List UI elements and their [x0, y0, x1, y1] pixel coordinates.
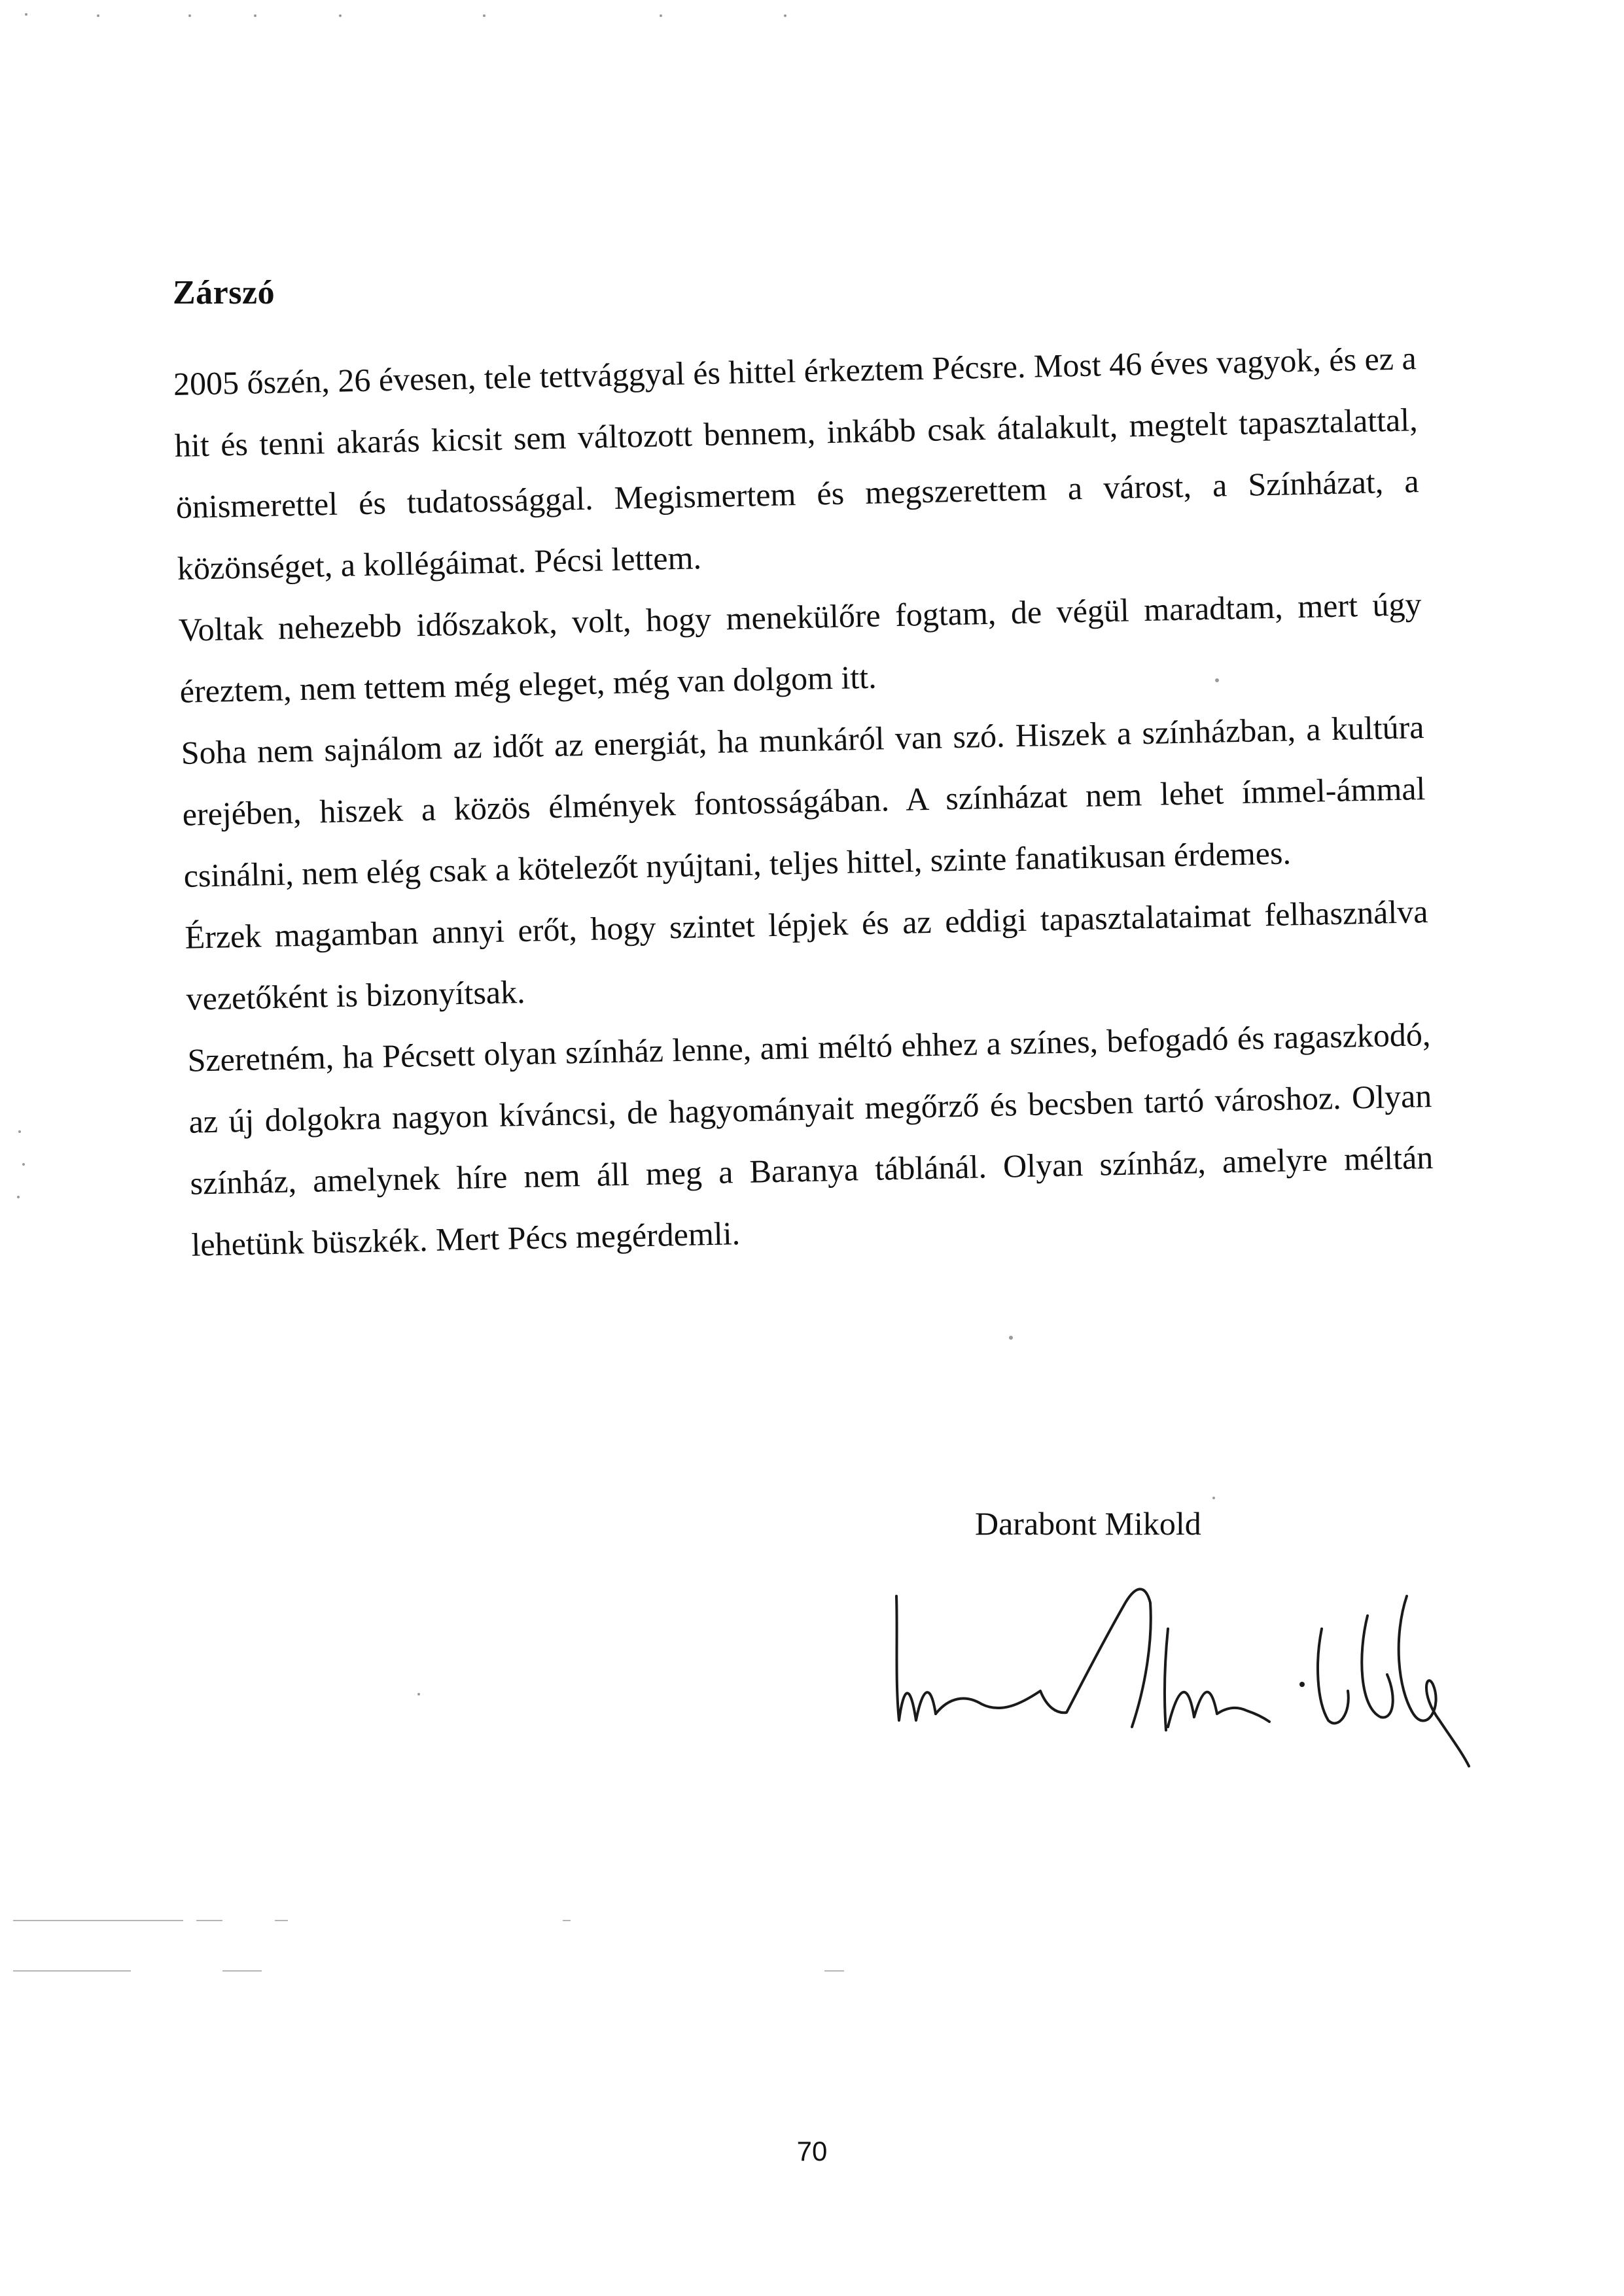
author-name: Darabont Mikold	[975, 1505, 1201, 1542]
paragraph-3: Soha nem sajnálom az időt az energiát, ha munkáról van szó. Hiszek a színházban, a kultúra erejében, hiszek a közös élmények fontosságában. A színházat nem lehet ímmel-ámmal csinálni, nem elég csak a kötelezőt nyújtani, teljes hittel, szinte fanatikusan érdemes.	[181, 708, 1426, 894]
page-number: 70	[796, 2136, 828, 2166]
paragraph-1: 2005 őszén, 26 évesen, tele tettvággyal és hittel érkeztem Pécsre. Most 46 éves vagyok, és ez a hit és tenni akarás kicsit sem változott bennem, inkább csak átalakult, megtelt tapasztalattal, önismerettel és tudatossággal. Megismertem és megszerettem a várost, a Színházat, a közönséget, a kollégáimat. Pécsi lettem.	[173, 339, 1420, 587]
handwritten-signature	[870, 1557, 1479, 1773]
body-text	[173, 327, 1435, 1275]
paragraph-2: Voltak nehezebb időszakok, volt, hogy menekülőre fogtam, de végül maradtam, mert úgy éreztem, nem tettem még eleget, még van dolgom itt.	[178, 585, 1422, 710]
paragraph-5: Szeretném, ha Pécsett olyan színház lenne, ami méltó ehhez a színes, befogadó és ragaszkodó, az új dolgokra nagyon kíváncsi, de hagyományait megőrző és becsben tartó városhoz. Olyan színház, amelynek híre nem áll meg a Baranya táblánál. Olyan színház, amelyre méltán lehetünk büszkék. Mert Pécs megérdemli.	[187, 1015, 1434, 1263]
document-title: Zárszó	[173, 274, 275, 311]
paragraph-4: Érzek magamban annyi erőt, hogy szintet lépjek és az eddigi tapasztalataimat felhasználva vezetőként is bizonyítsak.	[185, 893, 1428, 1017]
